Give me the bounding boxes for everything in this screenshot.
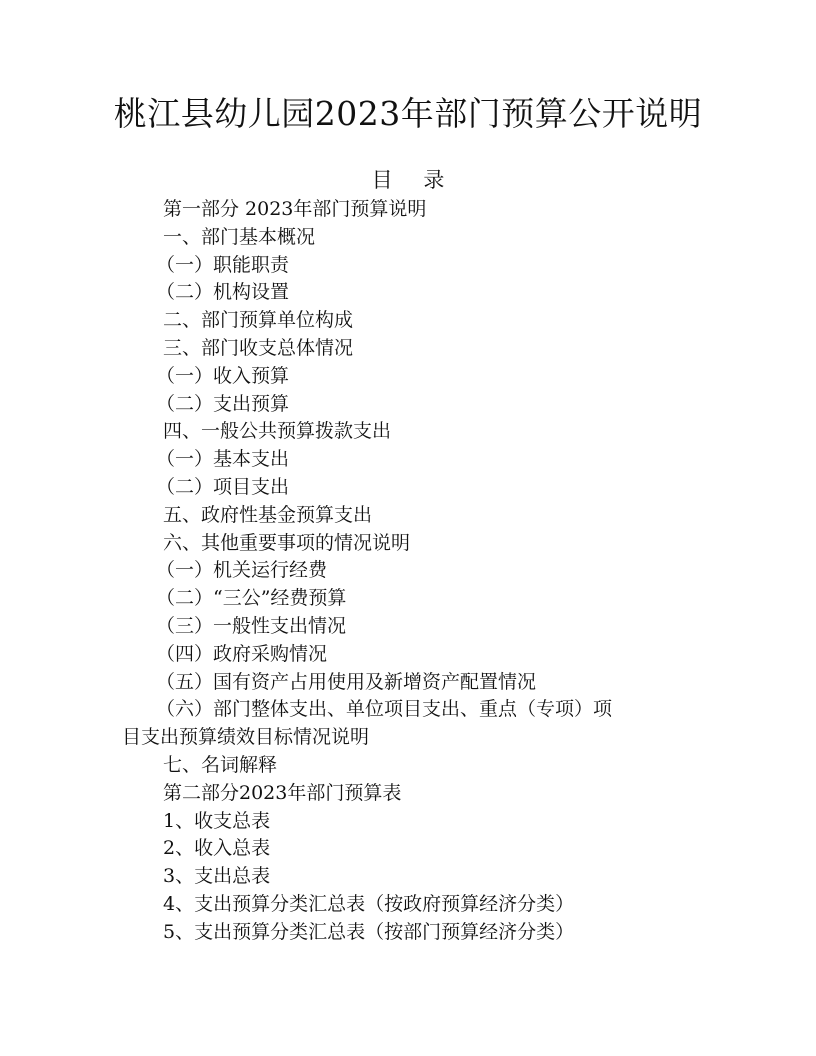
toc-item: （二）项目支出 — [156, 475, 290, 498]
toc-item: 5、支出预算分类汇总表（按部门预算经济分类） — [163, 920, 575, 943]
table-of-contents — [0, 196, 816, 947]
toc-item: （三）一般性支出情况 — [156, 614, 347, 637]
toc-item: 三、部门收支总体情况 — [163, 336, 354, 359]
toc-item: （二）“三公”经费预算 — [156, 587, 347, 610]
toc-item: （六）部门整体支出、单位项目支出、重点（专项）项 — [156, 698, 613, 721]
toc-item: 1、收支总表 — [163, 809, 271, 832]
toc-item: （一）职能职责 — [156, 253, 290, 276]
toc-heading: 目 录 — [371, 168, 457, 192]
toc-item: 一、部门基本概况 — [163, 225, 316, 248]
toc-item: 2、收入总表 — [163, 837, 271, 860]
toc-item: 3、支出总表 — [163, 865, 271, 888]
toc-item-part-two: 第二部分2023年部门预算表 — [163, 781, 402, 804]
toc-item: （二）机构设置 — [156, 281, 290, 304]
document-title: 桃江县幼儿园2023年部门预算公开说明 — [113, 94, 703, 133]
toc-item: 七、名词解释 — [163, 753, 278, 776]
toc-item: （二）支出预算 — [156, 392, 290, 415]
toc-item: （四）政府采购情况 — [156, 642, 328, 665]
toc-item: 五、政府性基金预算支出 — [163, 503, 373, 526]
toc-item: 六、其他重要事项的情况说明 — [163, 531, 411, 554]
toc-item: （一）收入预算 — [156, 364, 290, 387]
toc-item-part-one: 第一部分 2023年部门预算说明 — [163, 198, 427, 220]
toc-item: 四、一般公共预算拨款支出 — [163, 420, 392, 443]
toc-item: 二、部门预算单位构成 — [163, 309, 354, 332]
toc-item: （一）机关运行经费 — [156, 559, 328, 582]
toc-item: 4、支出预算分类汇总表（按政府预算经济分类） — [163, 892, 575, 915]
toc-item: （五）国有资产占用使用及新增资产配置情况 — [156, 670, 537, 693]
toc-item: （一）基本支出 — [156, 448, 290, 471]
toc-item-continuation: 目支出预算绩效目标情况说明 — [122, 726, 370, 749]
